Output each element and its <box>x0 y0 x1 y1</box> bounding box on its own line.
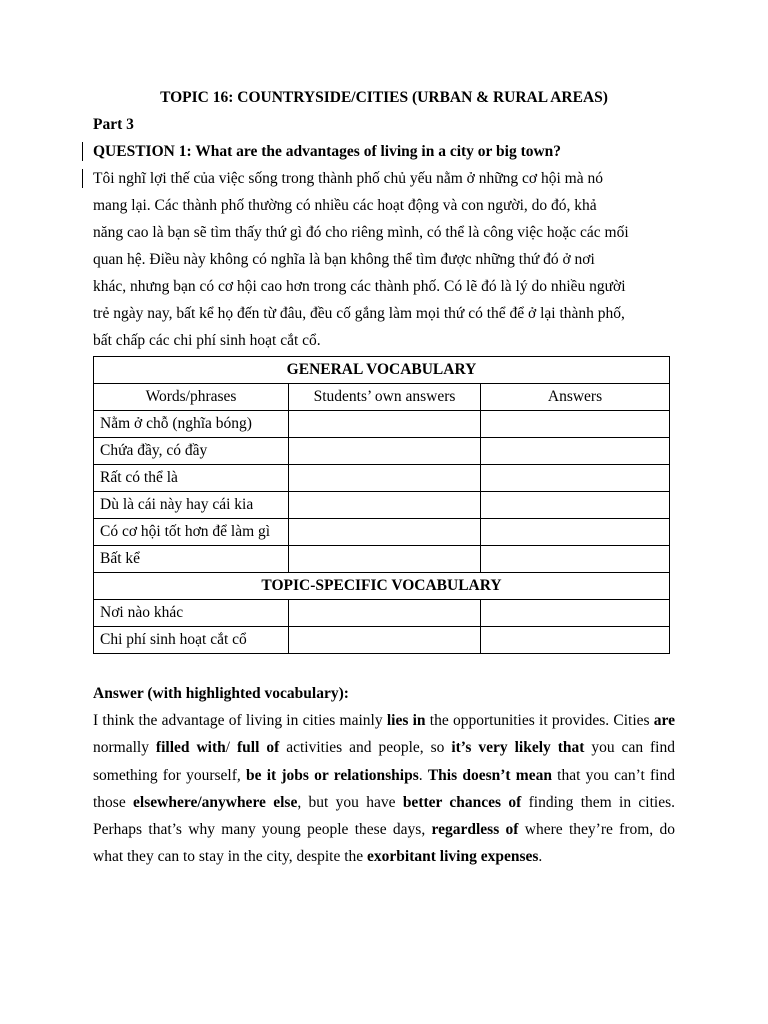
answer-text: I think the advantage of living in cities mainly <box>93 712 387 729</box>
table-header-row <box>94 384 670 411</box>
change-bar <box>82 142 83 161</box>
phrase-cell: Nơi nào khác <box>94 600 289 627</box>
student-answer-cell[interactable] <box>289 546 481 573</box>
table-row <box>94 492 670 519</box>
highlighted-vocab: are <box>653 712 676 729</box>
column-header: Students’ own answers <box>289 384 481 411</box>
phrase-cell: Rất có thể là <box>94 465 289 492</box>
student-answer-cell[interactable] <box>289 411 481 438</box>
question-heading <box>93 138 675 165</box>
table-row <box>94 411 670 438</box>
answer-cell[interactable] <box>481 627 670 654</box>
table-row <box>94 546 670 573</box>
highlighted-vocab: elsewhere/anywhere else <box>133 793 298 811</box>
student-answer-cell[interactable] <box>289 438 481 465</box>
phrase-cell: Bất kể <box>94 546 289 573</box>
vietnamese-paragraph <box>93 165 675 354</box>
answer-text: . <box>418 766 428 784</box>
question-text: QUESTION 1: What are the advantages of living in a city or big town? <box>93 143 562 160</box>
vn-line: Tôi nghĩ lợi thế của việc sống trong thành phố chủ yếu nằm ở những cơ hội mà nó <box>93 170 603 187</box>
answer-cell[interactable] <box>481 465 670 492</box>
answer-text: , but you have <box>297 793 403 811</box>
highlighted-vocab: regardless of <box>431 821 519 839</box>
vn-line: quan hệ. Điều này không có nghĩa là bạn không thể tìm được những thứ đó ở nơi <box>93 251 595 268</box>
table-row <box>94 465 670 492</box>
answer-text: / <box>225 739 238 757</box>
answer-cell[interactable] <box>481 411 670 438</box>
phrase-cell: Chi phí sinh hoạt cắt cổ <box>94 627 289 654</box>
highlighted-vocab: filled with <box>155 739 226 757</box>
topic-title: TOPIC 16: COUNTRYSIDE/CITIES (URBAN & RURAL AREAS) <box>160 89 608 106</box>
answer-cell[interactable] <box>481 438 670 465</box>
answer-cell[interactable] <box>481 492 670 519</box>
answer-cell[interactable] <box>481 600 670 627</box>
table-row <box>94 627 670 654</box>
answer-text: . <box>538 848 543 866</box>
vn-line: năng cao là bạn sẽ tìm thấy thứ gì đó cho riêng mình, có thể là công việc hoặc các mối <box>93 224 629 241</box>
document-page <box>93 84 675 871</box>
vocabulary-table <box>93 356 670 654</box>
highlighted-vocab: it’s very likely that <box>451 739 585 757</box>
answer-text: where they’re from, do what they can to stay in the city, despite the <box>93 821 676 866</box>
highlighted-vocab: be it jobs or relationships <box>245 766 419 784</box>
phrase-cell: Chứa đầy, có đầy <box>94 438 289 465</box>
answer-text: that you can’t find those <box>93 766 675 811</box>
table-row <box>94 438 670 465</box>
student-answer-cell[interactable] <box>289 627 481 654</box>
answer-heading: Answer (with highlighted vocabulary): <box>93 685 349 702</box>
student-answer-cell[interactable] <box>289 519 481 546</box>
highlighted-vocab: exorbitant living expenses <box>367 848 539 866</box>
student-answer-cell[interactable] <box>289 492 481 519</box>
answer-cell[interactable] <box>481 519 670 546</box>
phrase-cell: Nằm ở chỗ (nghĩa bóng) <box>94 411 289 438</box>
answer-paragraph <box>93 707 675 871</box>
table-row <box>94 600 670 627</box>
highlighted-vocab: full of <box>237 739 280 757</box>
answer-cell[interactable] <box>481 546 670 573</box>
vn-line: trẻ ngày nay, bất kể họ đến từ đâu, đều cố gắng làm mọi thứ có thể để ở lại thành phố, <box>93 305 625 322</box>
highlighted-vocab: lies in <box>386 712 426 729</box>
highlighted-vocab: better chances of <box>402 793 522 811</box>
answer-text: normally <box>93 739 156 757</box>
change-bar <box>82 169 83 188</box>
vn-line: khác, nhưng bạn có cơ hội cao hơn trong các thành phố. Có lẽ đó là lý do nhiều người <box>93 278 626 295</box>
highlighted-vocab: This doesn’t mean <box>427 766 552 784</box>
student-answer-cell[interactable] <box>289 600 481 627</box>
answer-text: the opportunities it provides. Cities <box>425 712 654 729</box>
column-header: Words/phrases <box>94 384 289 411</box>
phrase-cell: Có cơ hội tốt hơn để làm gì <box>94 519 289 546</box>
answer-text: you can find something for yourself, <box>93 739 675 784</box>
answer-text: activities and people, so <box>279 739 452 757</box>
general-vocab-heading: GENERAL VOCABULARY <box>94 357 670 384</box>
table-row <box>94 519 670 546</box>
answer-text: finding them in cities. Perhaps that’s why many young people these days, <box>93 793 676 839</box>
student-answer-cell[interactable] <box>289 465 481 492</box>
vn-line: bất chấp các chi phí sinh hoạt cắt cổ. <box>93 332 321 349</box>
vn-line: mang lại. Các thành phố thường có nhiều các hoạt động và con người, do đó, khả <box>93 197 597 214</box>
specific-vocab-heading: TOPIC-SPECIFIC VOCABULARY <box>94 573 670 600</box>
part-label: Part 3 <box>93 116 134 133</box>
phrase-cell: Dù là cái này hay cái kia <box>94 492 289 519</box>
column-header: Answers <box>481 384 670 411</box>
